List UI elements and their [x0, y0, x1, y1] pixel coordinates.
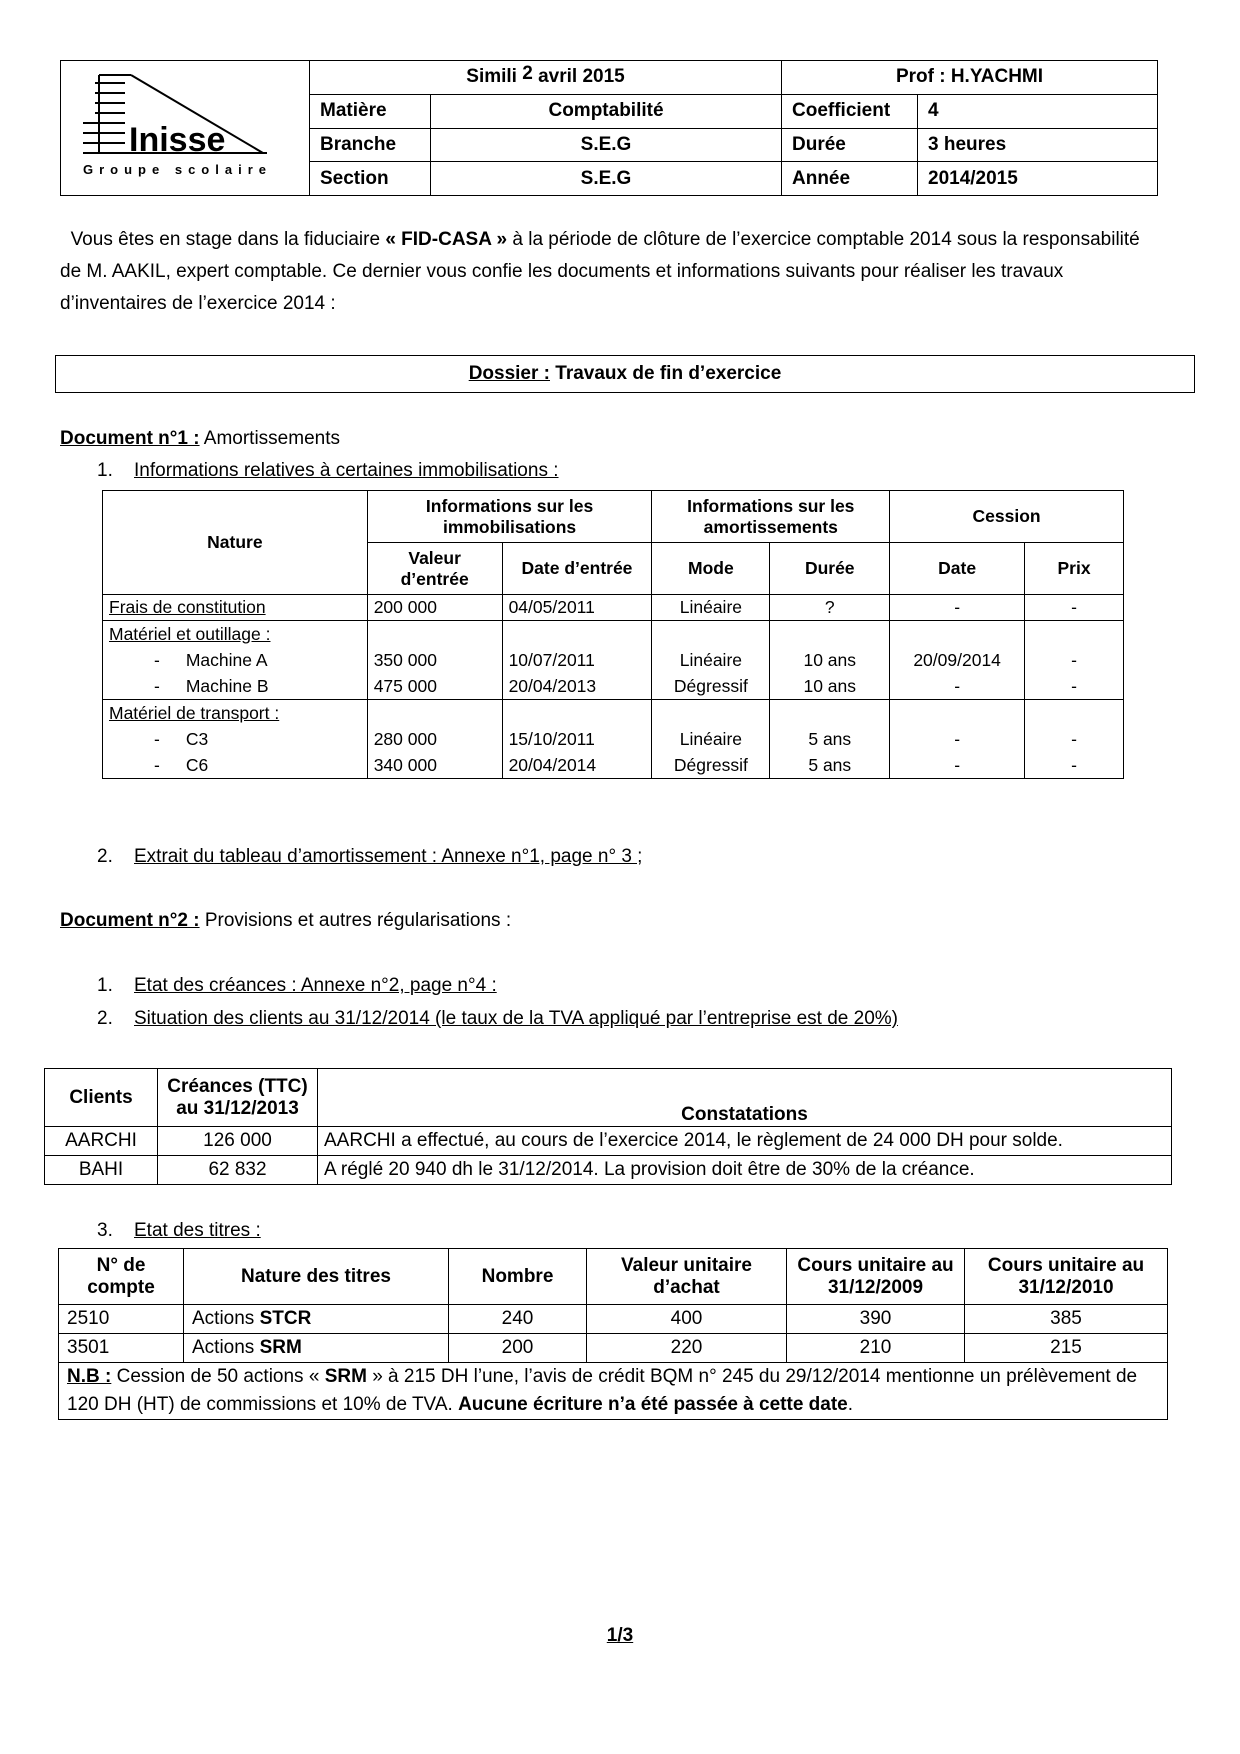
client-creance: 62 832 — [158, 1156, 318, 1185]
machine-b-dash: - — [154, 676, 160, 696]
prof-cell: Prof : H.YACHMI — [782, 61, 1158, 95]
doc2-item3-num: 3. — [97, 1220, 113, 1241]
doc2-item2-text: Situation des clients au 31/12/2014 (le taux de la TVA appliqué par l’entreprise est de 20%) — [134, 1008, 899, 1029]
col-constatations: Constatations — [318, 1069, 1172, 1127]
col-duree: Durée — [770, 543, 890, 595]
doc1-item1 — [97, 460, 559, 482]
titre-cours-2009: 390 — [787, 1305, 965, 1334]
titre-compte: 3501 — [59, 1334, 184, 1363]
intro-part1: Vous êtes en stage dans la fiduciaire — [70, 229, 386, 250]
client-constat: AARCHI a effectué, au cours de l’exercice 2014, le règlement de 24 000 DH pour solde. — [318, 1127, 1172, 1156]
col-clients: Clients — [45, 1069, 158, 1127]
col-immo-group: Informations sur les immobilisations — [367, 491, 652, 543]
immobilisations-table — [102, 490, 1124, 779]
doc1-label: Document n°1 : — [60, 428, 200, 449]
doc1-item2 — [97, 846, 643, 868]
doc1-item1-text: Informations relatives à certaines immobilisations : — [134, 460, 559, 481]
machine-b-valeur: 475 000 — [373, 676, 437, 696]
table-row — [45, 1127, 1172, 1156]
client-constat: A réglé 20 940 dh le 31/12/2014. La provision doit être de 30% de la créance. — [318, 1156, 1172, 1185]
logo-text: Inisse — [129, 121, 226, 159]
col-valeur: Valeur d’entrée — [367, 543, 502, 595]
table-row — [59, 1305, 1168, 1334]
col-nature-titres: Nature des titres — [184, 1249, 449, 1305]
doc1-item2-text: Extrait du tableau d’amortissement : Annexe n°1, page n° 3 ; — [134, 846, 643, 867]
col-amort-group: Informations sur les amortissements — [652, 491, 890, 543]
titre-nombre: 200 — [449, 1334, 587, 1363]
client-name: BAHI — [45, 1156, 158, 1185]
transport-label: Matériel de transport : — [109, 703, 280, 723]
label-section: Section — [310, 162, 431, 196]
label-coefficient: Coefficient — [782, 94, 918, 128]
machine-a-valeur: 350 000 — [373, 650, 437, 670]
clients-table — [44, 1068, 1172, 1185]
label-matiere: Matière — [310, 94, 431, 128]
frais-valeur: 200 000 — [367, 595, 502, 621]
frais-duree: ? — [770, 595, 890, 621]
doc2-heading — [60, 910, 511, 932]
col-cours-2010: Cours unitaire au 31/12/2010 — [965, 1249, 1168, 1305]
machine-a-dash: - — [154, 650, 160, 670]
titre-valeur: 400 — [587, 1305, 787, 1334]
doc2-item1-text: Etat des créances : Annexe n°2, page n°4 : — [134, 975, 497, 996]
doc1-heading — [60, 428, 340, 450]
nb-bold: Aucune écriture n’a été passée à cette date — [458, 1394, 848, 1415]
doc2-item3 — [97, 1220, 261, 1242]
c6-date: 20/04/2014 — [508, 755, 597, 775]
c6-duree: 5 ans — [808, 755, 852, 775]
nb-part1: Cession de 50 actions « — [111, 1366, 325, 1387]
c6-dash: - — [154, 755, 160, 775]
nb-part2: » à 215 DH l’une, l’avis de crédit BQM n° 245 du 29/12/2014 mentionne un prélèvement de 120 DH (HT) de commissions et 10% de TVA. — [67, 1366, 1138, 1415]
table-row — [45, 1156, 1172, 1185]
nb-cell — [59, 1363, 1168, 1420]
intro-company: « FID-CASA » — [385, 229, 508, 250]
machine-b-mode: Dégressif — [673, 676, 748, 696]
page-number: 1/3 — [606, 1625, 634, 1646]
c3-cdate: - — [954, 729, 961, 749]
value-duree: 3 heures — [918, 128, 1158, 162]
machine-a-cdate: 20/09/2014 — [913, 650, 1001, 670]
titre-valeur: 220 — [587, 1334, 787, 1363]
header-table — [60, 60, 1158, 196]
col-nombre: Nombre — [449, 1249, 587, 1305]
value-section: S.E.G — [431, 162, 782, 196]
titre-name: STCR — [259, 1308, 312, 1329]
titre-cours-2010: 385 — [965, 1305, 1168, 1334]
col-date: Date — [890, 543, 1025, 595]
titres-table — [58, 1248, 1168, 1420]
label-branche: Branche — [310, 128, 431, 162]
titre-prefix: Actions — [192, 1308, 260, 1329]
doc2-label: Document n°2 : — [60, 910, 200, 931]
titre-name: SRM — [259, 1337, 302, 1358]
simili-label: Simili — [466, 66, 517, 88]
machine-b-nature: Machine B — [185, 676, 269, 696]
nb-srm: SRM — [324, 1366, 367, 1387]
machine-a-duree: 10 ans — [803, 650, 857, 670]
machine-a-mode: Linéaire — [679, 650, 743, 670]
col-compte: N° de compte — [59, 1249, 184, 1305]
frais-mode: Linéaire — [652, 595, 770, 621]
c3-mode: Linéaire — [679, 729, 743, 749]
titre-prefix: Actions — [192, 1337, 260, 1358]
c3-date: 15/10/2011 — [508, 729, 595, 749]
frais-prix: - — [1025, 595, 1124, 621]
machine-b-prix: - — [1071, 676, 1077, 696]
doc2-title: Provisions et autres régularisations : — [199, 910, 512, 931]
c3-valeur: 280 000 — [373, 729, 437, 749]
titre-compte: 2510 — [59, 1305, 184, 1334]
doc2-item1 — [97, 975, 497, 997]
col-mode: Mode — [652, 543, 770, 595]
col-valeur-achat: Valeur unitaire d’achat — [587, 1249, 787, 1305]
c3-prix: - — [1071, 729, 1077, 749]
nb-end: . — [847, 1394, 854, 1415]
value-matiere: Comptabilité — [431, 94, 782, 128]
client-name: AARCHI — [45, 1127, 158, 1156]
c6-prix: - — [1071, 755, 1077, 775]
value-branche: S.E.G — [431, 128, 782, 162]
simili-number: 2 — [522, 63, 533, 85]
frais-cdate: - — [890, 595, 1025, 621]
table-row — [103, 595, 1124, 621]
doc1-item2-num: 2. — [97, 846, 113, 867]
c3-dash: - — [154, 729, 160, 749]
doc2-item3-text: Etat des titres : — [134, 1220, 261, 1241]
machine-b-cdate: - — [954, 676, 961, 696]
machine-a-date: 10/07/2011 — [508, 650, 595, 670]
frais-date: 04/05/2011 — [502, 595, 652, 621]
col-nature: Nature — [103, 491, 368, 595]
label-annee: Année — [782, 162, 918, 196]
col-date-entree: Date d’entrée — [502, 543, 652, 595]
machine-a-nature: Machine A — [185, 650, 268, 670]
intro-paragraph — [60, 224, 1160, 320]
col-cession-group: Cession — [890, 491, 1124, 543]
logo-subtitle: Groupe scolaire — [83, 162, 272, 177]
simili-date: avril 2015 — [538, 66, 625, 88]
c6-mode: Dégressif — [673, 755, 748, 775]
c6-cdate: - — [954, 755, 961, 775]
doc2-item1-num: 1. — [97, 975, 113, 996]
c3-nature: C3 — [185, 729, 209, 749]
col-creances: Créances (TTC) au 31/12/2013 — [158, 1069, 318, 1127]
table-row — [59, 1334, 1168, 1363]
intro-part2: à la période de clôture de l’exercice comptable 2014 sous la responsabilité de M. AAKIL, expert comptable. Ce dernier vous confie les documents et informations suivants pour réaliser les travaux d’inventaires de l’exercice 2014 : — [60, 229, 1140, 314]
c6-valeur: 340 000 — [373, 755, 437, 775]
logo-cell — [61, 61, 310, 196]
doc2-item2 — [97, 1008, 899, 1030]
table-row — [103, 621, 1124, 700]
table-row — [103, 700, 1124, 779]
machine-a-prix: - — [1071, 650, 1077, 670]
simili-cell — [310, 61, 782, 95]
doc2-item2-num: 2. — [97, 1008, 113, 1029]
c6-nature: C6 — [185, 755, 209, 775]
label-duree: Durée — [782, 128, 918, 162]
client-creance: 126 000 — [158, 1127, 318, 1156]
nb-label: N.B : — [67, 1366, 112, 1387]
doc1-item1-num: 1. — [97, 460, 113, 481]
dossier-box — [55, 355, 1195, 393]
value-annee: 2014/2015 — [918, 162, 1158, 196]
materiel-label: Matériel et outillage : — [109, 624, 271, 644]
frais-nature: Frais de constitution — [109, 597, 266, 617]
dossier-title: Travaux de fin d’exercice — [550, 363, 782, 384]
doc1-title: Amortissements — [199, 428, 340, 449]
titre-cours-2010: 215 — [965, 1334, 1168, 1363]
col-prix: Prix — [1025, 543, 1124, 595]
titre-nombre: 240 — [449, 1305, 587, 1334]
value-coefficient: 4 — [918, 94, 1158, 128]
c3-duree: 5 ans — [808, 729, 852, 749]
school-logo — [61, 61, 309, 189]
dossier-label: Dossier : — [468, 363, 550, 384]
machine-b-date: 20/04/2013 — [508, 676, 597, 696]
col-cours-2009: Cours unitaire au 31/12/2009 — [787, 1249, 965, 1305]
nb-row — [59, 1363, 1168, 1420]
titre-cours-2009: 210 — [787, 1334, 965, 1363]
machine-b-duree: 10 ans — [803, 676, 857, 696]
